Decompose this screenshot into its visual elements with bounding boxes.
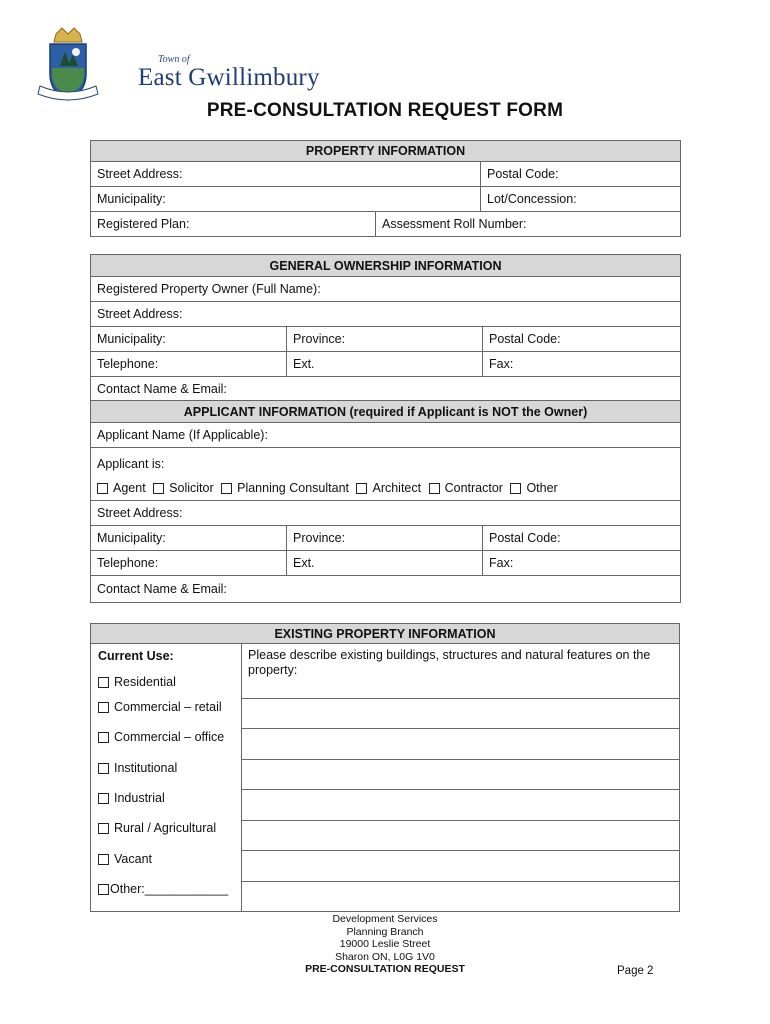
- owner-ext-field[interactable]: Ext.: [287, 352, 483, 377]
- existing-description-field[interactable]: Please describe existing buildings, structures and natural features on the property:: [248, 648, 651, 677]
- form-title: PRE-CONSULTATION REQUEST FORM: [206, 100, 564, 121]
- logo-town-of: Town of: [158, 54, 190, 65]
- applicant-street-address-field[interactable]: Street Address:: [91, 501, 681, 526]
- checkbox-icon[interactable]: [510, 483, 521, 494]
- existing-property-section: [90, 623, 680, 912]
- applicant-contact-field[interactable]: Contact Name & Email:: [91, 576, 681, 603]
- applicant-type-options: [97, 476, 674, 500]
- owner-street-address-field[interactable]: Street Address:: [91, 302, 681, 327]
- owner-province-field[interactable]: Province:: [287, 327, 483, 352]
- use-industrial[interactable]: Industrial: [98, 791, 165, 805]
- footer-form-name: PRE-CONSULTATION REQUEST: [305, 963, 465, 975]
- owner-telephone-field[interactable]: Telephone:: [91, 352, 287, 377]
- property-lot-concession-field[interactable]: Lot/Concession:: [481, 187, 681, 212]
- use-rural-agricultural[interactable]: Rural / Agricultural: [98, 821, 216, 835]
- use-vacant[interactable]: Vacant: [98, 852, 152, 866]
- row-divider: [241, 728, 679, 729]
- row-divider: [241, 789, 679, 790]
- applicant-header: APPLICANT INFORMATION (required if Applicant is NOT the Owner): [91, 401, 681, 423]
- ownership-applicant-table: [90, 254, 681, 603]
- row-divider: [241, 698, 679, 699]
- applicant-postal-code-field[interactable]: Postal Code:: [483, 526, 681, 551]
- use-residential[interactable]: Residential: [98, 675, 176, 689]
- applicant-province-field[interactable]: Province:: [287, 526, 483, 551]
- checkbox-icon[interactable]: [97, 483, 108, 494]
- property-information-header: PROPERTY INFORMATION: [91, 141, 681, 162]
- use-commercial-retail[interactable]: Commercial – retail: [98, 700, 222, 714]
- footer-branch: Planning Branch: [346, 925, 424, 938]
- applicant-option-planning-consultant[interactable]: Planning Consultant: [221, 481, 349, 495]
- applicant-is-label: Applicant is:: [97, 457, 165, 471]
- applicant-option-architect[interactable]: Architect: [356, 481, 421, 495]
- page-number: Page 2: [617, 965, 654, 977]
- checkbox-icon[interactable]: [98, 677, 109, 688]
- applicant-fax-field[interactable]: Fax:: [483, 551, 681, 576]
- applicant-option-solicitor[interactable]: Solicitor: [153, 481, 213, 495]
- property-registered-plan-field[interactable]: Registered Plan:: [91, 212, 376, 237]
- use-other[interactable]: Other:____________: [98, 882, 228, 896]
- checkbox-icon[interactable]: [356, 483, 367, 494]
- row-divider: [241, 881, 679, 882]
- checkbox-icon[interactable]: [153, 483, 164, 494]
- use-commercial-office[interactable]: Commercial – office: [98, 730, 224, 744]
- town-logo: [32, 26, 320, 106]
- page-footer: [0, 913, 770, 976]
- footer-department: Development Services: [332, 913, 438, 925]
- property-postal-code-field[interactable]: Postal Code:: [481, 162, 681, 187]
- checkbox-icon[interactable]: [98, 793, 109, 804]
- existing-property-header: EXISTING PROPERTY INFORMATION: [91, 624, 679, 644]
- footer-city: Sharon ON, L0G 1V0: [335, 950, 435, 963]
- owner-postal-code-field[interactable]: Postal Code:: [483, 327, 681, 352]
- applicant-municipality-field[interactable]: Municipality:: [91, 526, 287, 551]
- property-information-table: [90, 140, 681, 237]
- applicant-option-other[interactable]: Other: [510, 481, 557, 495]
- checkbox-icon[interactable]: [98, 854, 109, 865]
- property-assessment-roll-field[interactable]: Assessment Roll Number:: [376, 212, 681, 237]
- checkbox-icon[interactable]: [98, 732, 109, 743]
- owner-contact-field[interactable]: Contact Name & Email:: [91, 377, 681, 401]
- owner-fax-field[interactable]: Fax:: [483, 352, 681, 377]
- applicant-option-agent[interactable]: Agent: [97, 481, 146, 495]
- applicant-telephone-field[interactable]: Telephone:: [91, 551, 287, 576]
- ownership-header: GENERAL OWNERSHIP INFORMATION: [91, 255, 681, 277]
- checkbox-icon[interactable]: [98, 763, 109, 774]
- row-divider: [241, 820, 679, 821]
- checkbox-icon[interactable]: [98, 823, 109, 834]
- crest-icon: [32, 26, 142, 108]
- property-municipality-field[interactable]: Municipality:: [91, 187, 481, 212]
- checkbox-icon[interactable]: [98, 702, 109, 713]
- property-street-address-field[interactable]: Street Address:: [91, 162, 481, 187]
- current-use-label: Current Use:: [98, 649, 174, 663]
- owner-municipality-field[interactable]: Municipality:: [91, 327, 287, 352]
- use-institutional[interactable]: Institutional: [98, 761, 177, 775]
- column-divider: [241, 643, 242, 911]
- applicant-ext-field[interactable]: Ext.: [287, 551, 483, 576]
- logo-town-name: East Gwillimbury: [138, 64, 320, 91]
- owner-name-field[interactable]: Registered Property Owner (Full Name):: [91, 277, 681, 302]
- checkbox-icon[interactable]: [98, 884, 109, 895]
- applicant-name-field[interactable]: Applicant Name (If Applicable):: [91, 423, 681, 448]
- applicant-option-contractor[interactable]: Contractor: [429, 481, 503, 495]
- checkbox-icon[interactable]: [221, 483, 232, 494]
- checkbox-icon[interactable]: [429, 483, 440, 494]
- footer-street: 19000 Leslie Street: [339, 938, 431, 950]
- applicant-type-cell: [91, 448, 681, 501]
- row-divider: [241, 850, 679, 851]
- row-divider: [241, 759, 679, 760]
